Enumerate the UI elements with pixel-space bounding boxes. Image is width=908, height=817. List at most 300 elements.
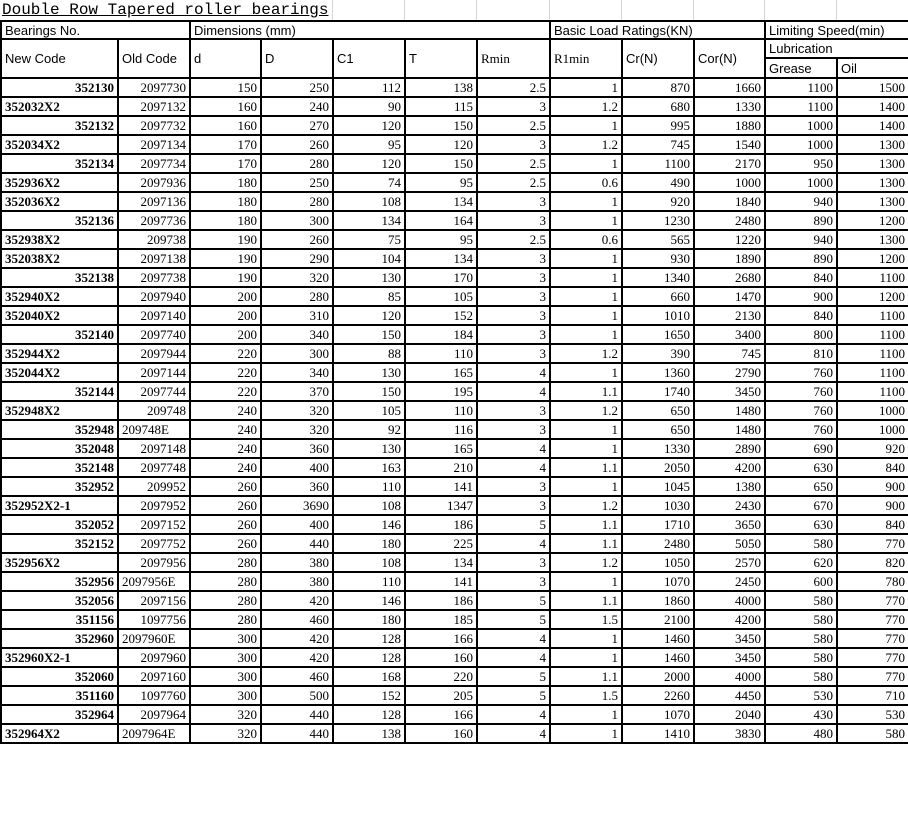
cell-t[interactable]: 138 <box>405 78 477 97</box>
cell-old-code[interactable]: 2097138 <box>118 249 190 268</box>
cell-cr[interactable]: 1860 <box>622 591 694 610</box>
col-header-d[interactable]: d <box>190 39 261 78</box>
cell-c1[interactable]: 146 <box>333 591 405 610</box>
cell-d[interactable]: 260 <box>190 534 261 553</box>
cell-r1min[interactable]: 1.1 <box>550 458 622 477</box>
cell-cr[interactable]: 650 <box>622 420 694 439</box>
cell-grease[interactable]: 620 <box>765 553 837 572</box>
cell-grease[interactable]: 580 <box>765 534 837 553</box>
cell-t[interactable]: 110 <box>405 344 477 363</box>
cell-rmin[interactable]: 4 <box>477 382 550 401</box>
cell-cor[interactable]: 3450 <box>694 629 765 648</box>
cell-D[interactable]: 250 <box>261 78 333 97</box>
cell-cr[interactable]: 1340 <box>622 268 694 287</box>
cell-r1min[interactable]: 1 <box>550 705 622 724</box>
cell-D[interactable]: 360 <box>261 477 333 496</box>
cell-c1[interactable]: 90 <box>333 97 405 116</box>
cell-grease[interactable]: 630 <box>765 515 837 534</box>
cell-oil[interactable]: 1200 <box>837 211 908 230</box>
cell-r1min[interactable]: 1 <box>550 249 622 268</box>
cell-rmin[interactable]: 3 <box>477 401 550 420</box>
cell-rmin[interactable]: 3 <box>477 553 550 572</box>
cell-d[interactable]: 280 <box>190 572 261 591</box>
cell-c1[interactable]: 152 <box>333 686 405 705</box>
cell-new-code[interactable]: 352132 <box>1 116 118 135</box>
cell-old-code[interactable]: 2097144 <box>118 363 190 382</box>
cell-d[interactable]: 150 <box>190 78 261 97</box>
cell-oil[interactable]: 1400 <box>837 116 908 135</box>
cell-cor[interactable]: 1480 <box>694 401 765 420</box>
col-header-c1[interactable]: C1 <box>333 39 405 78</box>
cell-D[interactable]: 460 <box>261 610 333 629</box>
cell-cor[interactable]: 745 <box>694 344 765 363</box>
cell-new-code[interactable]: 352140 <box>1 325 118 344</box>
cell-oil[interactable]: 1300 <box>837 230 908 249</box>
cell-d[interactable]: 160 <box>190 97 261 116</box>
cell-grease[interactable]: 1000 <box>765 173 837 192</box>
cell-grease[interactable]: 580 <box>765 610 837 629</box>
cell-c1[interactable]: 105 <box>333 401 405 420</box>
col-header-oil[interactable]: Oil <box>837 58 908 78</box>
cell-cor[interactable]: 5050 <box>694 534 765 553</box>
cell-oil[interactable]: 530 <box>837 705 908 724</box>
cell-rmin[interactable]: 3 <box>477 572 550 591</box>
cell-new-code[interactable]: 352138 <box>1 268 118 287</box>
cell-new-code[interactable]: 352038X2 <box>1 249 118 268</box>
cell-t[interactable]: 205 <box>405 686 477 705</box>
cell-oil[interactable]: 1000 <box>837 420 908 439</box>
cell-t[interactable]: 134 <box>405 192 477 211</box>
cell-c1[interactable]: 150 <box>333 325 405 344</box>
cell-cr[interactable]: 2260 <box>622 686 694 705</box>
cell-rmin[interactable]: 2.5 <box>477 116 550 135</box>
cell-cr[interactable]: 680 <box>622 97 694 116</box>
cell-cr[interactable]: 1650 <box>622 325 694 344</box>
cell-cor[interactable]: 3400 <box>694 325 765 344</box>
cell-D[interactable]: 3690 <box>261 496 333 515</box>
cell-cor[interactable]: 1880 <box>694 116 765 135</box>
cell-new-code[interactable]: 352044X2 <box>1 363 118 382</box>
cell-D[interactable]: 440 <box>261 724 333 743</box>
cell-d[interactable]: 220 <box>190 344 261 363</box>
cell-oil[interactable]: 1200 <box>837 287 908 306</box>
cell-r1min[interactable]: 1.1 <box>550 591 622 610</box>
cell-r1min[interactable]: 1 <box>550 192 622 211</box>
cell-d[interactable]: 260 <box>190 515 261 534</box>
cell-new-code[interactable]: 352956 <box>1 572 118 591</box>
cell-rmin[interactable]: 5 <box>477 667 550 686</box>
cell-d[interactable]: 180 <box>190 211 261 230</box>
cell-cor[interactable]: 1380 <box>694 477 765 496</box>
cell-cr[interactable]: 1410 <box>622 724 694 743</box>
cell-old-code[interactable]: 2097148 <box>118 439 190 458</box>
cell-t[interactable]: 141 <box>405 477 477 496</box>
cell-cr[interactable]: 660 <box>622 287 694 306</box>
cell-new-code[interactable]: 352136 <box>1 211 118 230</box>
cell-cor[interactable]: 1480 <box>694 420 765 439</box>
cell-D[interactable]: 460 <box>261 667 333 686</box>
cell-old-code[interactable]: 2097140 <box>118 306 190 325</box>
cell-rmin[interactable]: 4 <box>477 705 550 724</box>
cell-rmin[interactable]: 2.5 <box>477 173 550 192</box>
cell-d[interactable]: 180 <box>190 173 261 192</box>
cell-old-code[interactable]: 2097956 <box>118 553 190 572</box>
cell-cr[interactable]: 490 <box>622 173 694 192</box>
cell-new-code[interactable]: 352034X2 <box>1 135 118 154</box>
cell-c1[interactable]: 130 <box>333 439 405 458</box>
cell-grease[interactable]: 940 <box>765 192 837 211</box>
cell-d[interactable]: 320 <box>190 724 261 743</box>
cell-t[interactable]: 165 <box>405 439 477 458</box>
cell-D[interactable]: 320 <box>261 268 333 287</box>
cell-c1[interactable]: 130 <box>333 268 405 287</box>
cell-c1[interactable]: 180 <box>333 610 405 629</box>
cell-D[interactable]: 300 <box>261 344 333 363</box>
cell-t[interactable]: 150 <box>405 116 477 135</box>
cell-cr[interactable]: 920 <box>622 192 694 211</box>
cell-c1[interactable]: 104 <box>333 249 405 268</box>
cell-old-code[interactable]: 2097952 <box>118 496 190 515</box>
cell-d[interactable]: 180 <box>190 192 261 211</box>
cell-grease[interactable]: 600 <box>765 572 837 591</box>
header-dimensions[interactable]: Dimensions (mm) <box>190 21 550 39</box>
cell-cr[interactable]: 745 <box>622 135 694 154</box>
cell-cr[interactable]: 1050 <box>622 553 694 572</box>
col-header-D[interactable]: D <box>261 39 333 78</box>
cell-rmin[interactable]: 4 <box>477 439 550 458</box>
cell-d[interactable]: 220 <box>190 363 261 382</box>
cell-rmin[interactable]: 3 <box>477 135 550 154</box>
cell-c1[interactable]: 110 <box>333 477 405 496</box>
cell-new-code[interactable]: 352956X2 <box>1 553 118 572</box>
cell-cor[interactable]: 1000 <box>694 173 765 192</box>
cell-r1min[interactable]: 1.2 <box>550 401 622 420</box>
cell-new-code[interactable]: 352944X2 <box>1 344 118 363</box>
cell-D[interactable]: 440 <box>261 705 333 724</box>
cell-t[interactable]: 115 <box>405 97 477 116</box>
cell-c1[interactable]: 128 <box>333 705 405 724</box>
cell-t[interactable]: 186 <box>405 515 477 534</box>
cell-r1min[interactable]: 1 <box>550 629 622 648</box>
cell-r1min[interactable]: 1 <box>550 724 622 743</box>
cell-cr[interactable]: 1360 <box>622 363 694 382</box>
cell-grease[interactable]: 580 <box>765 667 837 686</box>
cell-cr[interactable]: 2480 <box>622 534 694 553</box>
cell-oil[interactable]: 770 <box>837 610 908 629</box>
cell-d[interactable]: 220 <box>190 382 261 401</box>
cell-c1[interactable]: 75 <box>333 230 405 249</box>
cell-r1min[interactable]: 1 <box>550 572 622 591</box>
cell-cor[interactable]: 2170 <box>694 154 765 173</box>
cell-rmin[interactable]: 3 <box>477 496 550 515</box>
cell-new-code[interactable]: 352964 <box>1 705 118 724</box>
cell-old-code[interactable]: 2097152 <box>118 515 190 534</box>
cell-t[interactable]: 150 <box>405 154 477 173</box>
cell-cr[interactable]: 1070 <box>622 572 694 591</box>
cell-t[interactable]: 225 <box>405 534 477 553</box>
cell-r1min[interactable]: 0.6 <box>550 230 622 249</box>
cell-rmin[interactable]: 3 <box>477 211 550 230</box>
cell-grease[interactable]: 940 <box>765 230 837 249</box>
cell-D[interactable]: 370 <box>261 382 333 401</box>
cell-rmin[interactable]: 4 <box>477 724 550 743</box>
cell-D[interactable]: 400 <box>261 458 333 477</box>
cell-cr[interactable]: 2000 <box>622 667 694 686</box>
cell-old-code[interactable]: 2097160 <box>118 667 190 686</box>
cell-rmin[interactable]: 3 <box>477 192 550 211</box>
cell-rmin[interactable]: 4 <box>477 458 550 477</box>
cell-cor[interactable]: 1890 <box>694 249 765 268</box>
cell-cor[interactable]: 2680 <box>694 268 765 287</box>
cell-r1min[interactable]: 1 <box>550 78 622 97</box>
col-header-old-code[interactable]: Old Code <box>118 39 190 78</box>
cell-t[interactable]: 160 <box>405 724 477 743</box>
cell-rmin[interactable]: 2.5 <box>477 78 550 97</box>
cell-D[interactable]: 380 <box>261 553 333 572</box>
cell-old-code[interactable]: 2097936 <box>118 173 190 192</box>
cell-oil[interactable]: 1200 <box>837 249 908 268</box>
cell-oil[interactable]: 820 <box>837 553 908 572</box>
cell-oil[interactable]: 1300 <box>837 192 908 211</box>
cell-d[interactable]: 160 <box>190 116 261 135</box>
cell-oil[interactable]: 900 <box>837 477 908 496</box>
cell-grease[interactable]: 480 <box>765 724 837 743</box>
cell-cor[interactable]: 2790 <box>694 363 765 382</box>
cell-grease[interactable]: 760 <box>765 401 837 420</box>
cell-D[interactable]: 500 <box>261 686 333 705</box>
cell-grease[interactable]: 890 <box>765 211 837 230</box>
col-header-rmin[interactable]: Rmin <box>477 39 550 78</box>
cell-d[interactable]: 300 <box>190 686 261 705</box>
cell-cr[interactable]: 1460 <box>622 648 694 667</box>
cell-c1[interactable]: 150 <box>333 382 405 401</box>
cell-cor[interactable]: 1540 <box>694 135 765 154</box>
cell-d[interactable]: 240 <box>190 401 261 420</box>
cell-c1[interactable]: 108 <box>333 496 405 515</box>
cell-grease[interactable]: 580 <box>765 591 837 610</box>
cell-grease[interactable]: 840 <box>765 268 837 287</box>
cell-c1[interactable]: 138 <box>333 724 405 743</box>
cell-old-code[interactable]: 2097960 <box>118 648 190 667</box>
cell-c1[interactable]: 146 <box>333 515 405 534</box>
cell-rmin[interactable]: 3 <box>477 306 550 325</box>
cell-d[interactable]: 200 <box>190 306 261 325</box>
cell-old-code[interactable]: 2097940 <box>118 287 190 306</box>
cell-rmin[interactable]: 3 <box>477 268 550 287</box>
cell-new-code[interactable]: 352032X2 <box>1 97 118 116</box>
cell-oil[interactable]: 1100 <box>837 268 908 287</box>
cell-new-code[interactable]: 352130 <box>1 78 118 97</box>
cell-t[interactable]: 170 <box>405 268 477 287</box>
cell-oil[interactable]: 770 <box>837 648 908 667</box>
cell-oil[interactable]: 710 <box>837 686 908 705</box>
cell-grease[interactable]: 1100 <box>765 97 837 116</box>
cell-grease[interactable]: 760 <box>765 420 837 439</box>
cell-D[interactable]: 320 <box>261 420 333 439</box>
cell-oil[interactable]: 1300 <box>837 173 908 192</box>
cell-new-code[interactable]: 352960X2-1 <box>1 648 118 667</box>
cell-rmin[interactable]: 3 <box>477 97 550 116</box>
cell-oil[interactable]: 1100 <box>837 325 908 344</box>
cell-cor[interactable]: 3450 <box>694 382 765 401</box>
cell-cor[interactable]: 1470 <box>694 287 765 306</box>
cell-t[interactable]: 220 <box>405 667 477 686</box>
cell-cr[interactable]: 650 <box>622 401 694 420</box>
col-header-cor[interactable]: Cor(N) <box>694 39 765 78</box>
cell-old-code[interactable]: 2097736 <box>118 211 190 230</box>
cell-D[interactable]: 420 <box>261 629 333 648</box>
cell-cor[interactable]: 4000 <box>694 591 765 610</box>
cell-t[interactable]: 141 <box>405 572 477 591</box>
cell-grease[interactable]: 430 <box>765 705 837 724</box>
cell-d[interactable]: 240 <box>190 420 261 439</box>
cell-r1min[interactable]: 1 <box>550 116 622 135</box>
cell-old-code[interactable]: 2097744 <box>118 382 190 401</box>
cell-old-code[interactable]: 1097756 <box>118 610 190 629</box>
cell-cor[interactable]: 1330 <box>694 97 765 116</box>
cell-new-code[interactable]: 352936X2 <box>1 173 118 192</box>
cell-c1[interactable]: 180 <box>333 534 405 553</box>
cell-d[interactable]: 200 <box>190 287 261 306</box>
cell-oil[interactable]: 1100 <box>837 344 908 363</box>
cell-D[interactable]: 290 <box>261 249 333 268</box>
cell-cr[interactable]: 1100 <box>622 154 694 173</box>
cell-rmin[interactable]: 5 <box>477 515 550 534</box>
cell-t[interactable]: 166 <box>405 705 477 724</box>
cell-d[interactable]: 190 <box>190 268 261 287</box>
cell-cr[interactable]: 2100 <box>622 610 694 629</box>
cell-r1min[interactable]: 1.5 <box>550 610 622 629</box>
cell-D[interactable]: 420 <box>261 591 333 610</box>
cell-r1min[interactable]: 1 <box>550 439 622 458</box>
cell-c1[interactable]: 112 <box>333 78 405 97</box>
cell-new-code[interactable]: 352148 <box>1 458 118 477</box>
cell-c1[interactable]: 92 <box>333 420 405 439</box>
cell-c1[interactable]: 130 <box>333 363 405 382</box>
cell-r1min[interactable]: 1.1 <box>550 667 622 686</box>
cell-rmin[interactable]: 4 <box>477 363 550 382</box>
cell-t[interactable]: 116 <box>405 420 477 439</box>
cell-cr[interactable]: 1045 <box>622 477 694 496</box>
cell-new-code[interactable]: 352056 <box>1 591 118 610</box>
col-header-t[interactable]: T <box>405 39 477 78</box>
cell-cor[interactable]: 3650 <box>694 515 765 534</box>
cell-t[interactable]: 160 <box>405 648 477 667</box>
cell-r1min[interactable]: 1 <box>550 268 622 287</box>
cell-cor[interactable]: 1840 <box>694 192 765 211</box>
cell-rmin[interactable]: 3 <box>477 287 550 306</box>
cell-d[interactable]: 190 <box>190 249 261 268</box>
col-header-new-code[interactable]: New Code <box>1 39 118 78</box>
cell-D[interactable]: 320 <box>261 401 333 420</box>
cell-t[interactable]: 210 <box>405 458 477 477</box>
cell-r1min[interactable]: 1.2 <box>550 496 622 515</box>
cell-cor[interactable]: 2130 <box>694 306 765 325</box>
cell-r1min[interactable]: 1 <box>550 154 622 173</box>
cell-oil[interactable]: 1400 <box>837 97 908 116</box>
cell-grease[interactable]: 670 <box>765 496 837 515</box>
cell-d[interactable]: 280 <box>190 591 261 610</box>
cell-t[interactable]: 152 <box>405 306 477 325</box>
cell-d[interactable]: 260 <box>190 496 261 515</box>
cell-d[interactable]: 200 <box>190 325 261 344</box>
cell-D[interactable]: 280 <box>261 287 333 306</box>
cell-r1min[interactable]: 1 <box>550 420 622 439</box>
cell-c1[interactable]: 163 <box>333 458 405 477</box>
cell-t[interactable]: 164 <box>405 211 477 230</box>
cell-D[interactable]: 240 <box>261 97 333 116</box>
cell-oil[interactable]: 580 <box>837 724 908 743</box>
cell-D[interactable]: 340 <box>261 325 333 344</box>
cell-rmin[interactable]: 3 <box>477 344 550 363</box>
cell-old-code[interactable]: 2097132 <box>118 97 190 116</box>
header-bearings-no[interactable]: Bearings No. <box>1 21 190 39</box>
cell-oil[interactable]: 900 <box>837 496 908 515</box>
cell-t[interactable]: 110 <box>405 401 477 420</box>
cell-old-code[interactable]: 2097134 <box>118 135 190 154</box>
cell-t[interactable]: 120 <box>405 135 477 154</box>
cell-r1min[interactable]: 1.2 <box>550 97 622 116</box>
cell-r1min[interactable]: 1.2 <box>550 344 622 363</box>
cell-D[interactable]: 310 <box>261 306 333 325</box>
cell-grease[interactable]: 580 <box>765 648 837 667</box>
cell-D[interactable]: 420 <box>261 648 333 667</box>
cell-cor[interactable]: 2040 <box>694 705 765 724</box>
cell-t[interactable]: 95 <box>405 173 477 192</box>
cell-cor[interactable]: 4450 <box>694 686 765 705</box>
cell-r1min[interactable]: 1.2 <box>550 553 622 572</box>
cell-t[interactable]: 195 <box>405 382 477 401</box>
col-header-grease[interactable]: Grease <box>765 58 837 78</box>
cell-oil[interactable]: 1000 <box>837 401 908 420</box>
cell-new-code[interactable]: 352036X2 <box>1 192 118 211</box>
sheet-title[interactable]: Double Row Tapered roller bearings <box>2 1 329 19</box>
cell-oil[interactable]: 840 <box>837 458 908 477</box>
cell-cor[interactable]: 2450 <box>694 572 765 591</box>
cell-r1min[interactable]: 1 <box>550 325 622 344</box>
cell-cr[interactable]: 1330 <box>622 439 694 458</box>
cell-D[interactable]: 270 <box>261 116 333 135</box>
cell-cr[interactable]: 390 <box>622 344 694 363</box>
cell-old-code[interactable]: 2097136 <box>118 192 190 211</box>
cell-d[interactable]: 240 <box>190 439 261 458</box>
cell-oil[interactable]: 1300 <box>837 154 908 173</box>
cell-grease[interactable]: 840 <box>765 306 837 325</box>
cell-c1[interactable]: 134 <box>333 211 405 230</box>
cell-cor[interactable]: 4000 <box>694 667 765 686</box>
cell-c1[interactable]: 128 <box>333 648 405 667</box>
cell-r1min[interactable]: 1.1 <box>550 515 622 534</box>
cell-oil[interactable]: 1100 <box>837 382 908 401</box>
cell-old-code[interactable]: 2097944 <box>118 344 190 363</box>
cell-d[interactable]: 240 <box>190 458 261 477</box>
cell-rmin[interactable]: 3 <box>477 420 550 439</box>
cell-old-code[interactable]: 2097738 <box>118 268 190 287</box>
cell-cor[interactable]: 1220 <box>694 230 765 249</box>
cell-old-code[interactable]: 209748E <box>118 420 190 439</box>
cell-new-code[interactable]: 352948 <box>1 420 118 439</box>
cell-rmin[interactable]: 3 <box>477 249 550 268</box>
cell-old-code[interactable]: 2097730 <box>118 78 190 97</box>
cell-r1min[interactable]: 1 <box>550 287 622 306</box>
cell-cor[interactable]: 2430 <box>694 496 765 515</box>
cell-grease[interactable]: 1000 <box>765 116 837 135</box>
cell-t[interactable]: 184 <box>405 325 477 344</box>
cell-D[interactable]: 300 <box>261 211 333 230</box>
cell-c1[interactable]: 108 <box>333 553 405 572</box>
cell-old-code[interactable]: 2097964 <box>118 705 190 724</box>
cell-D[interactable]: 400 <box>261 515 333 534</box>
